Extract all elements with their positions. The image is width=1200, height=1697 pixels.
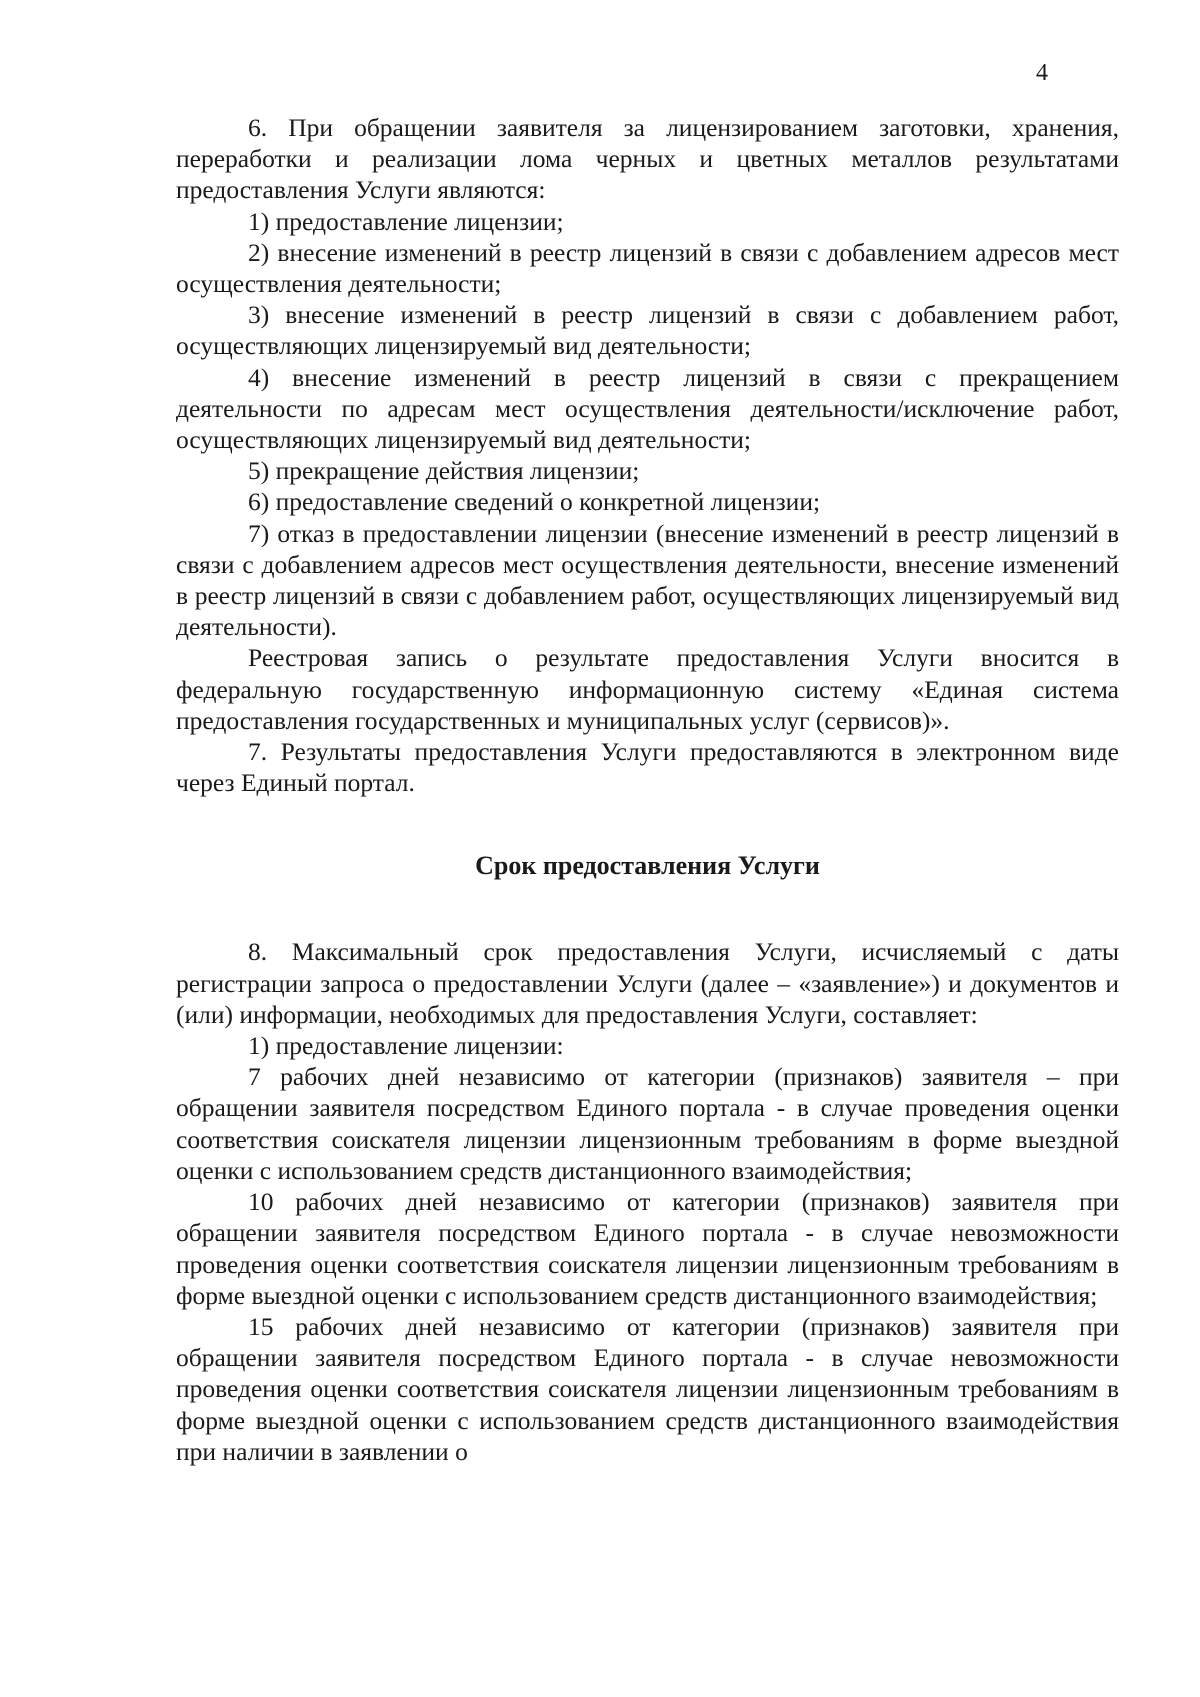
list-item-7: 7) отказ в предоставлении лицензии (внесение изменений в реестр лицензий в связи с добавлением адресов мест осуществления деятельности, внесение изменений в реестр лицензий в связи с добавлением работ, осуществляющих лицензируемый вид деятельности). xyxy=(176,518,1119,642)
paragraph-item-6: 6. При обращении заявителя за лицензированием заготовки, хранения, переработки и реализации лома черных и цветных металлов результатами предоставления Услуги являются: xyxy=(176,113,1119,205)
list-item-5: 5) прекращение действия лицензии; xyxy=(248,456,640,486)
term-15-days-paragraph: 15 рабочих дней независимо от категории (признаков) заявителя при обращении заявителя посредством Единого портала - в случае невозможности проведения оценки соответствия соискателя лицензии лицензионным требованиям в форме выездной оценки с использованием средств дистанционного взаимодействия при наличии в заявлении о xyxy=(176,1311,1119,1466)
page-number: 4 xyxy=(1036,60,1048,86)
list-item-2: 2) внесение изменений в реестр лицензий в связи с добавлением адресов мест осуществления деятельности; xyxy=(176,237,1119,299)
list-item-3: 3) внесение изменений в реестр лицензий в связи с добавлением работ, осуществляющих лицензируемый вид деятельности; xyxy=(176,300,1119,361)
registry-record-paragraph: Реестровая запись о результате предоставления Услуги вносится в федеральную государственную информационную систему «Единая система предоставления государственных и муниципальных услуг (сервисов)». xyxy=(176,643,1119,735)
document-body xyxy=(176,112,1119,1467)
term-7-days-paragraph: 7 рабочих дней независимо от категории (признаков) заявителя – при обращении заявителя посредством Единого портала - в случае проведения оценки соответствия соискателя лицензии лицензионным требованиям в форме выездной оценки с использованием средств дистанционного взаимодействия; xyxy=(176,1062,1119,1185)
list-item-4: 4) внесение изменений в реестр лицензий в связи с прекращением деятельности по адресам мест осуществления деятельности/исключение работ, осуществляющих лицензируемый вид деятельности; xyxy=(176,362,1119,455)
paragraph-item-8: 8. Максимальный срок предоставления Услуги, исчисляемый с даты регистрации запроса о предоставлении Услуги (далее – «заявление») и документов и (или) информации, необходимых для предоставления Услуги, составляет: xyxy=(176,937,1119,1029)
section-heading: Срок предоставления Услуги xyxy=(475,851,820,881)
list-item-6: 6) предоставление сведений о конкретной лицензии; xyxy=(248,487,821,517)
paragraph-item-7: 7. Результаты предоставления Услуги предоставляются в электронном виде через Единый портал. xyxy=(176,737,1119,798)
term-10-days-paragraph: 10 рабочих дней независимо от категории (признаков) заявителя при обращении заявителя посредством Единого портала - в случае невозможности проведения оценки соответствия соискателя лицензии лицензионным требованиям в форме выездной оценки с использованием средств дистанционного взаимодействия; xyxy=(176,1187,1119,1310)
term-list-item-1: 1) предоставление лицензии: xyxy=(248,1031,564,1061)
list-item-1: 1) предоставление лицензии; xyxy=(248,206,564,236)
